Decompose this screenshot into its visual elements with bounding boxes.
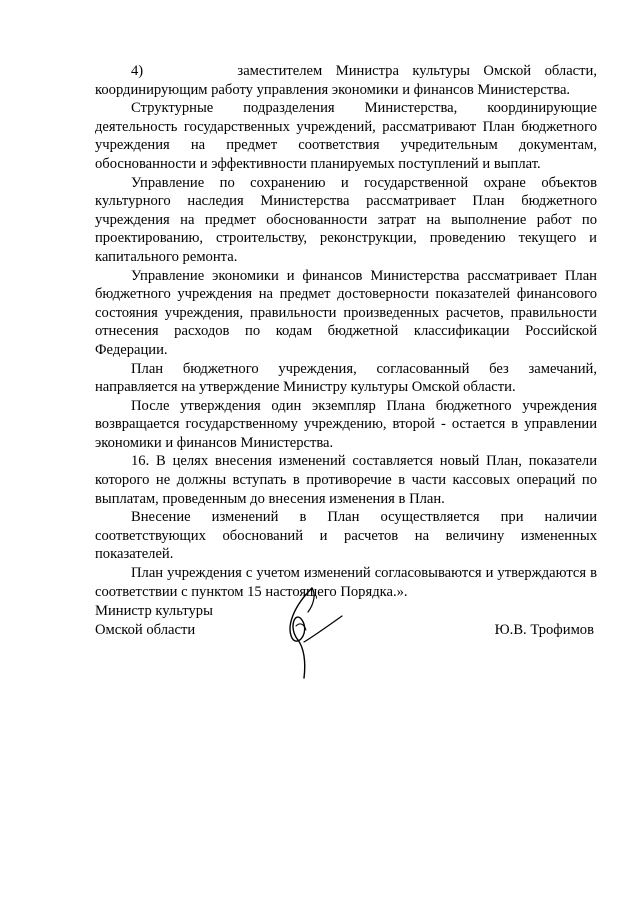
- paragraph-structural-divisions: Структурные подразделения Министерства, координирующие деятельность государственных учреждений, рассматривают План бюджетного учреждения на предмет соответствия учредительным документам, обоснованности и эффективности планируемых поступлений и выплат.: [95, 100, 597, 172]
- paragraph-clause-16: 16. В целях внесения изменений составляется новый План, показатели которого не должны вступать в противоречие в части кассовых операций по выплатам, проведенным до внесения изменения в План.: [95, 453, 597, 507]
- signatory-name: Ю.В. Трофимов: [494, 621, 594, 638]
- paragraph-heritage-department: Управление по сохранению и государственной охране объектов культурного наследия Министерства рассматривает План бюджетного учреждения на предмет обоснованности затрат на выполнение работ по проектированию, строительству, реконструкции, проведению текущего и капитального ремонта.: [95, 174, 597, 265]
- handwritten-signature: [268, 582, 348, 682]
- signatory-title-line-2: Омской области: [95, 621, 196, 638]
- document-body: [95, 62, 597, 601]
- paragraph-economics-department: Управление экономики и финансов Министерства рассматривает План бюджетного учреждения на предмет достоверности показателей финансового состояния учреждения, правильности произведенных расчетов, правильности отнесения расходов по кодам бюджетной классификации Российской Федерации.: [95, 267, 597, 358]
- paragraph-changes: Внесение изменений в План осуществляется при наличии соответствующих обоснований и расчетов на величину измененных показателей.: [95, 509, 597, 563]
- paragraph-copies: После утверждения один экземпляр Плана бюджетного учреждения возвращается государственному учреждению, второй - остается в управлении экономики и финансов Министерства.: [95, 397, 597, 451]
- paragraph-approval: План бюджетного учреждения, согласованный без замечаний, направляется на утверждение Министру культуры Омской области.: [95, 360, 597, 396]
- signatory-title: [95, 602, 213, 639]
- paragraph-item-4: 4) заместителем Министра культуры Омской области, координирующим работу управления экономики и финансов Министерства.: [95, 63, 597, 98]
- paragraph-plan-approval: План учреждения с учетом изменений согласовываются и утверждаются в соответствии с пунктом 15 настоящего Порядка.».: [95, 565, 597, 600]
- signatory-title-line-1: Министр культуры: [95, 603, 213, 619]
